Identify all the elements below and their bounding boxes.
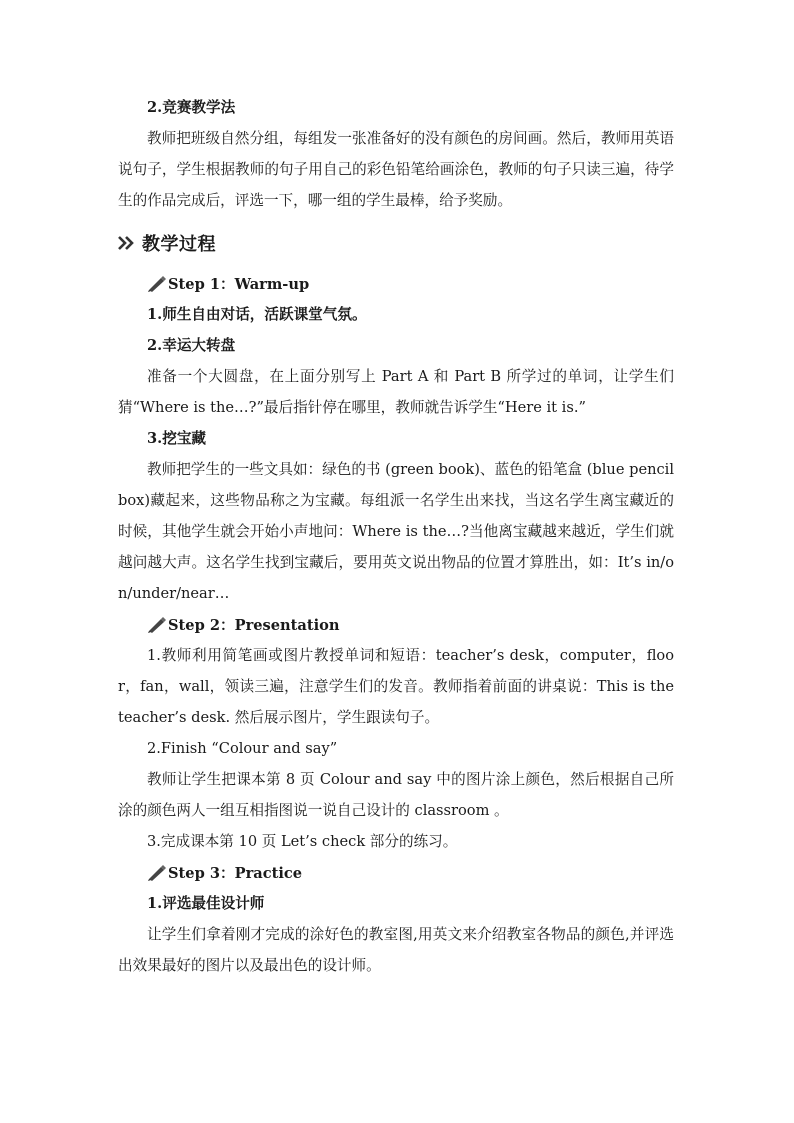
step2-item2-paragraph: 教师让学生把课本第 8 页 Colour and say 中的图片涂上颜色，然后根据自己所涂的颜色两人一组互相指图说一说自己设计的 classroom 。 bbox=[118, 771, 674, 819]
step1-label: Step 1：Warm-up bbox=[168, 276, 310, 293]
document-page bbox=[118, 92, 674, 981]
step2-item3: 3.完成课本第 10 页 Let’s check 部分的练习。 bbox=[147, 833, 458, 850]
step3-label: Step 3：Practice bbox=[168, 865, 303, 882]
strategy-paragraph: 教师把班级自然分组，每组发一张准备好的没有颜色的房间画。然后，教师用英语说句子，学生根据教师的句子用自己的彩色铅笔给画涂色，教师的句子只读三遍，待学生的作品完成后，评选一下，哪一组的学生最棒，给予奖励。 bbox=[118, 130, 674, 209]
process-title: 教学过程 bbox=[142, 234, 216, 255]
step1-item2-paragraph: 准备一个大圆盘，在上面分别写上 Part A 和 Part B 所学过的单词，让学生们猜“Where is the…?”最后指针停在哪里，教师就告诉学生“Here it is.” bbox=[118, 368, 674, 416]
step1-item3-heading: 3.挖宝藏 bbox=[147, 430, 207, 447]
step2-label: Step 2：Presentation bbox=[168, 617, 340, 634]
step2-label-row bbox=[118, 609, 674, 640]
double-chevron-icon bbox=[118, 234, 140, 252]
step2-item2-heading: 2.Finish “Colour and say” bbox=[147, 740, 338, 757]
strategy-heading: 2.竞赛教学法 bbox=[147, 99, 236, 116]
pen-icon bbox=[147, 617, 167, 633]
step1-item2-heading: 2.幸运大转盘 bbox=[147, 337, 236, 354]
step3-item1-heading: 1.评选最佳设计师 bbox=[147, 895, 265, 912]
step3-item1-paragraph: 让学生们拿着刚才完成的涂好色的教室图,用英文来介绍教室各物品的颜色,并评选出效果最好的图片以及最出色的设计师。 bbox=[118, 926, 674, 974]
pen-icon bbox=[147, 276, 167, 292]
process-section-title bbox=[118, 226, 674, 260]
step3-label-row bbox=[118, 857, 674, 888]
step1-label-row bbox=[118, 268, 674, 299]
pen-icon bbox=[147, 865, 167, 881]
step1-item1-heading: 1.师生自由对话，活跃课堂气氛。 bbox=[147, 306, 367, 323]
step1-item3-paragraph: 教师把学生的一些文具如：绿色的书 (green book)、蓝色的铅笔盒 (blue pencil box)藏起来，这些物品称之为宝藏。每组派一名学生出来找，当这名学生离宝藏近的时候，其他学生就会开始小声地问：Where is the…?当他离宝藏越来越近，学生们就越问越大声。这名学生找到宝藏后，要用英文说出物品的位置才算胜出，如：It’s in/on/under/near… bbox=[118, 461, 674, 602]
step2-item1: 1.教师利用简笔画或图片教授单词和短语：teacher’s desk，computer，floor，fan，wall，领读三遍，注意学生们的发音。教师指着前面的讲桌说：This is the teacher’s desk. 然后展示图片，学生跟读句子。 bbox=[118, 647, 674, 726]
